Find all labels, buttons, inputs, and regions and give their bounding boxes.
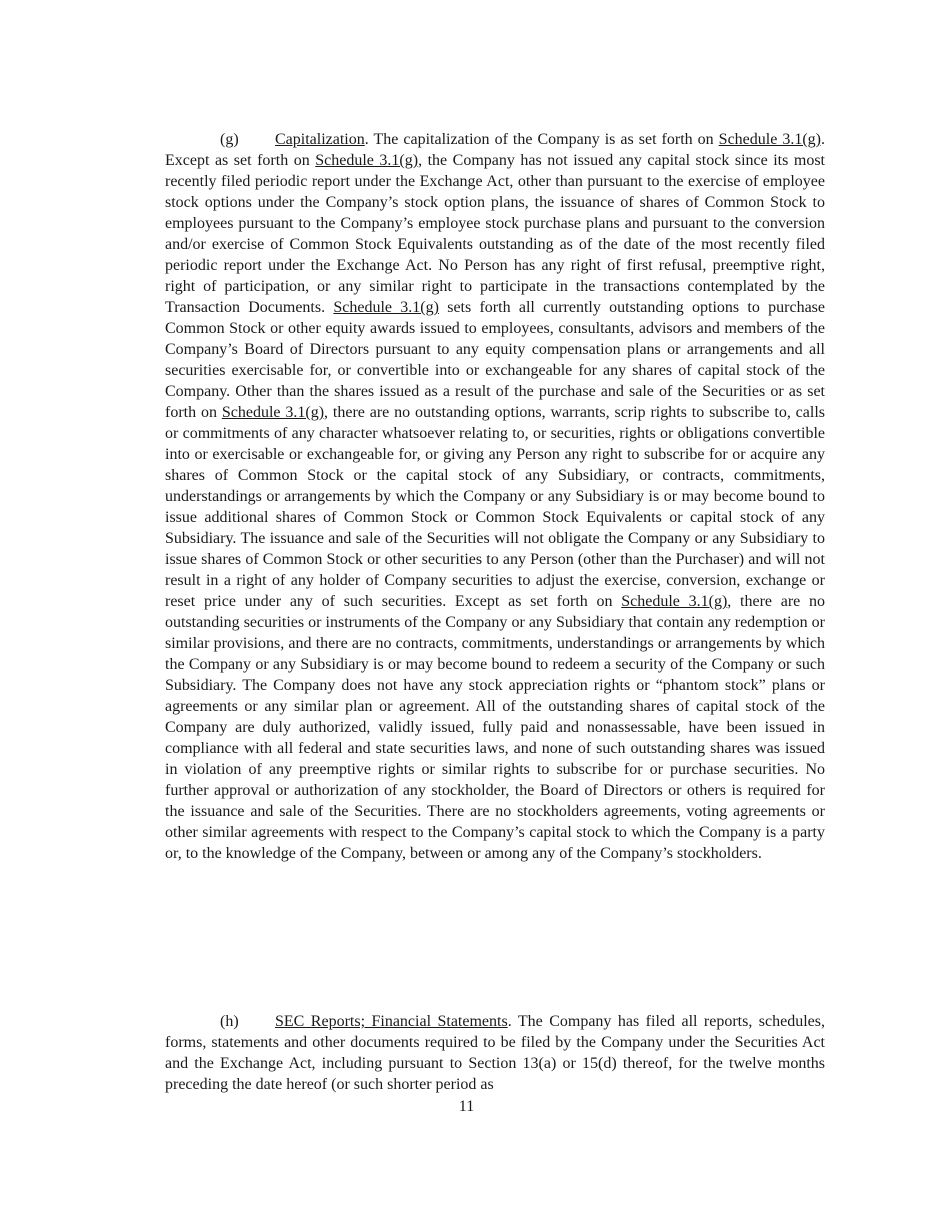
schedule-reference: Schedule 3.1(g)	[315, 152, 419, 169]
section-g-text: sets forth all currently outstanding options to purchase Common Stock or other equity awards issued to employees, consultants, advisors and members of the Company’s Board of Directors pursuant to any equity compensation plans or arrangements and all securities exercisable for, or convertible into or exchangeable for any shares of capital stock of the Company. Other than the shares issued as a result of the purchase and sale of the Securities or as set forth on	[165, 299, 825, 421]
section-g-text: . Except as set forth on	[165, 131, 825, 169]
section-h-text: . The Company has filed all reports, schedules, forms, statements and other documents required to be filed by the Company under the Securities Act and the Exchange Act, including pursuant to Section 13(a) or 15(d) thereof, for the twelve months preceding the date hereof (or such shorter period as	[165, 1013, 826, 1093]
page-number: 11	[458, 1098, 475, 1115]
section-g-text: , the Company has not issued any capital stock since its most recently filed periodic report under the Exchange Act, other than pursuant to the exercise of employee stock options under the Company’s stock option plans, the issuance of shares of Common Stock to employees pursuant to the Company’s employee stock purchase plans and pursuant to the conversion and/or exercise of Common Stock Equivalents outstanding as of the date of the most recently filed periodic report under the Exchange Act. No Person has any right of first refusal, preemptive right, right of participation, or any similar right to participate in the transactions contemplated by the Transaction Documents.	[165, 152, 825, 316]
schedule-reference: Schedule 3.1(g)	[718, 131, 821, 148]
section-g-text: . The capitalization of the Company is as set forth on	[364, 131, 719, 148]
schedule-reference: Schedule 3.1(g)	[221, 404, 325, 421]
section-g-marker: (g)	[220, 131, 239, 148]
section-h-paragraph	[165, 1011, 825, 1095]
section-g-paragraph	[165, 129, 825, 864]
section-g-text: , there are no outstanding options, warrants, scrip rights to subscribe to, calls or commitments of any character whatsoever relating to, or securities, rights or obligations convertible into or exercisable or exchangeable for, or giving any Person any right to subscribe for or acquire any shares of Common Stock or the capital stock of any Subsidiary, or contracts, commitments, understandings or arrangements by which the Company or any Subsidiary is or may become bound to issue additional shares of Common Stock or Common Stock Equivalents or capital stock of any Subsidiary. The issuance and sale of the Securities will not obligate the Company or any Subsidiary to issue shares of Common Stock or other securities to any Person (other than the Purchaser) and will not result in a right of any holder of Company securities to adjust the exercise, conversion, exchange or reset price under any of such securities. Except as set forth on	[165, 404, 826, 610]
section-h-marker: (h)	[220, 1013, 239, 1030]
schedule-reference: Schedule 3.1(g)	[333, 299, 439, 316]
section-g-heading: Capitalization	[275, 131, 365, 148]
section-g-text: , there are no outstanding securities or instruments of the Company or any Subsidiary that contain any redemption or similar provisions, and there are no contracts, commitments, understandings or arrangements by which the Company or any Subsidiary is or may become bound to redeem a security of the Company or such Subsidiary. The Company does not have any stock appreciation rights or “phantom stock” plans or agreements or any similar plan or agreement. All of the outstanding shares of capital stock of the Company are duly authorized, validly issued, fully paid and nonassessable, have been issued in compliance with all federal and state securities laws, and none of such outstanding shares was issued in violation of any preemptive rights or similar rights to subscribe for or purchase securities. No further approval or authorization of any stockholder, the Board of Directors or others is required for the issuance and sale of the Securities. There are no stockholders agreements, voting agreements or other similar agreements with respect to the Company’s capital stock to which the Company is a party or, to the knowledge of the Company, between or among any of the Company’s stockholders.	[165, 593, 825, 862]
section-h-heading: SEC Reports; Financial Statements	[275, 1013, 508, 1030]
schedule-reference: Schedule 3.1(g)	[621, 593, 728, 610]
